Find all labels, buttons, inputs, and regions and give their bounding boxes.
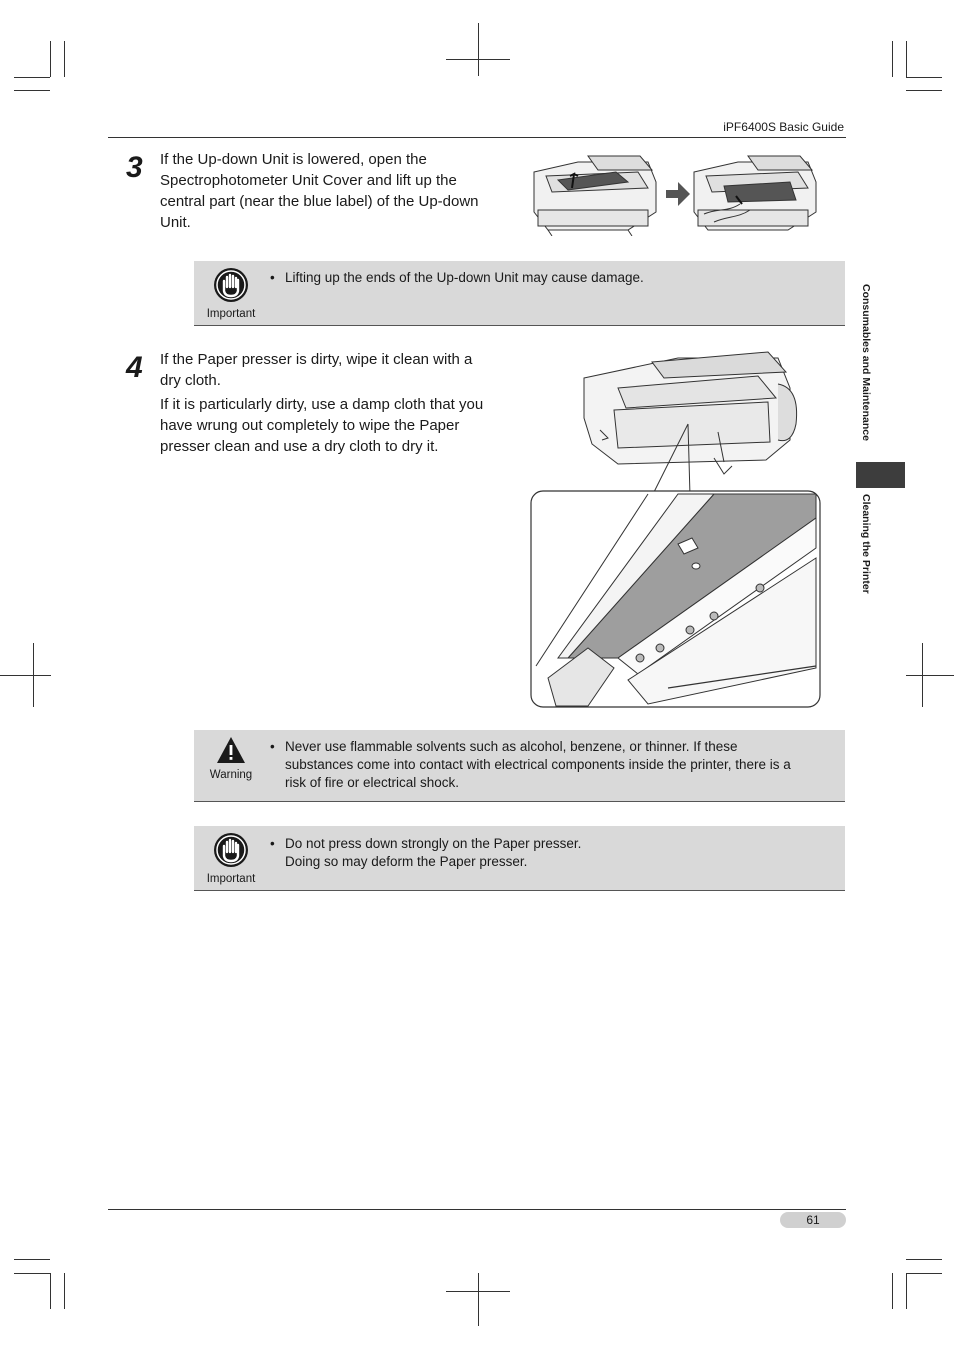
side-tab-subsection: Cleaning the Printer xyxy=(860,494,872,594)
page-number: 61 xyxy=(780,1212,846,1228)
important-body xyxy=(270,269,831,287)
printer-left-drawing xyxy=(534,156,656,236)
step-4-line: dry cloth. xyxy=(160,372,221,389)
side-tab-section: Consumables and Maintenance xyxy=(860,284,872,441)
warning-line: Never use flammable solvents such as alcohol, benzene, or thinner. If these xyxy=(285,739,738,754)
important-line: Lifting up the ends of the Up-down Unit may cause damage. xyxy=(285,270,644,285)
important-line: Do not press down strongly on the Paper presser. xyxy=(285,836,582,851)
step-4-number: 4 xyxy=(126,351,143,384)
step-3-line: If the Up-down Unit is lowered, open the xyxy=(160,151,427,168)
important-note-1 xyxy=(194,261,845,326)
bullet: • xyxy=(270,739,275,754)
hand-stop-icon xyxy=(213,267,249,303)
step-4-illustration xyxy=(528,348,824,710)
warning-label: Warning xyxy=(209,769,253,781)
warning-body xyxy=(270,738,831,792)
step-3-number: 3 xyxy=(126,151,143,184)
warning-icon-col xyxy=(194,736,268,781)
important-label: Important xyxy=(206,308,256,320)
step-4-line: If the Paper presser is dirty, wipe it clean with a xyxy=(160,351,473,368)
footer-rule xyxy=(108,1209,846,1210)
step-4-line: have wrung out completely to wipe the Paper xyxy=(160,417,460,434)
step-4-text xyxy=(160,349,520,457)
important-line: Doing so may deform the Paper presser. xyxy=(285,854,528,869)
warning-triangle-icon xyxy=(216,736,246,764)
step-3-text xyxy=(160,149,520,233)
step-3-line: Spectrophotometer Unit Cover and lift up the xyxy=(160,172,457,189)
printer-right-drawing xyxy=(694,156,816,230)
printer-overview-drawing xyxy=(584,352,797,496)
step-3-line: Unit. xyxy=(160,214,191,231)
header-rule xyxy=(108,137,846,138)
running-header: iPF6400S Basic Guide xyxy=(723,120,844,134)
step-4-line: If it is particularly dirty, use a damp cloth that you xyxy=(160,396,484,413)
bullet: • xyxy=(270,270,275,285)
side-tab-marker xyxy=(856,462,905,488)
bullet: • xyxy=(270,836,275,851)
important-note-2 xyxy=(194,826,845,891)
hand-stop-icon xyxy=(213,832,249,868)
important-body xyxy=(270,835,831,871)
warning-line: substances come into contact with electrical components inside the printer, there is a xyxy=(285,757,791,772)
important-label: Important xyxy=(206,873,256,885)
step-3-line: central part (near the blue label) of the Up-down xyxy=(160,193,479,210)
step-3-illustration xyxy=(528,152,824,236)
arrow-right-icon xyxy=(666,182,690,206)
warning-note xyxy=(194,730,845,802)
important-icon-col xyxy=(194,832,268,885)
step-4-line: presser clean and use a dry cloth to dry it. xyxy=(160,438,439,455)
important-icon-col xyxy=(194,267,268,320)
warning-line: risk of fire or electrical shock. xyxy=(285,775,460,790)
